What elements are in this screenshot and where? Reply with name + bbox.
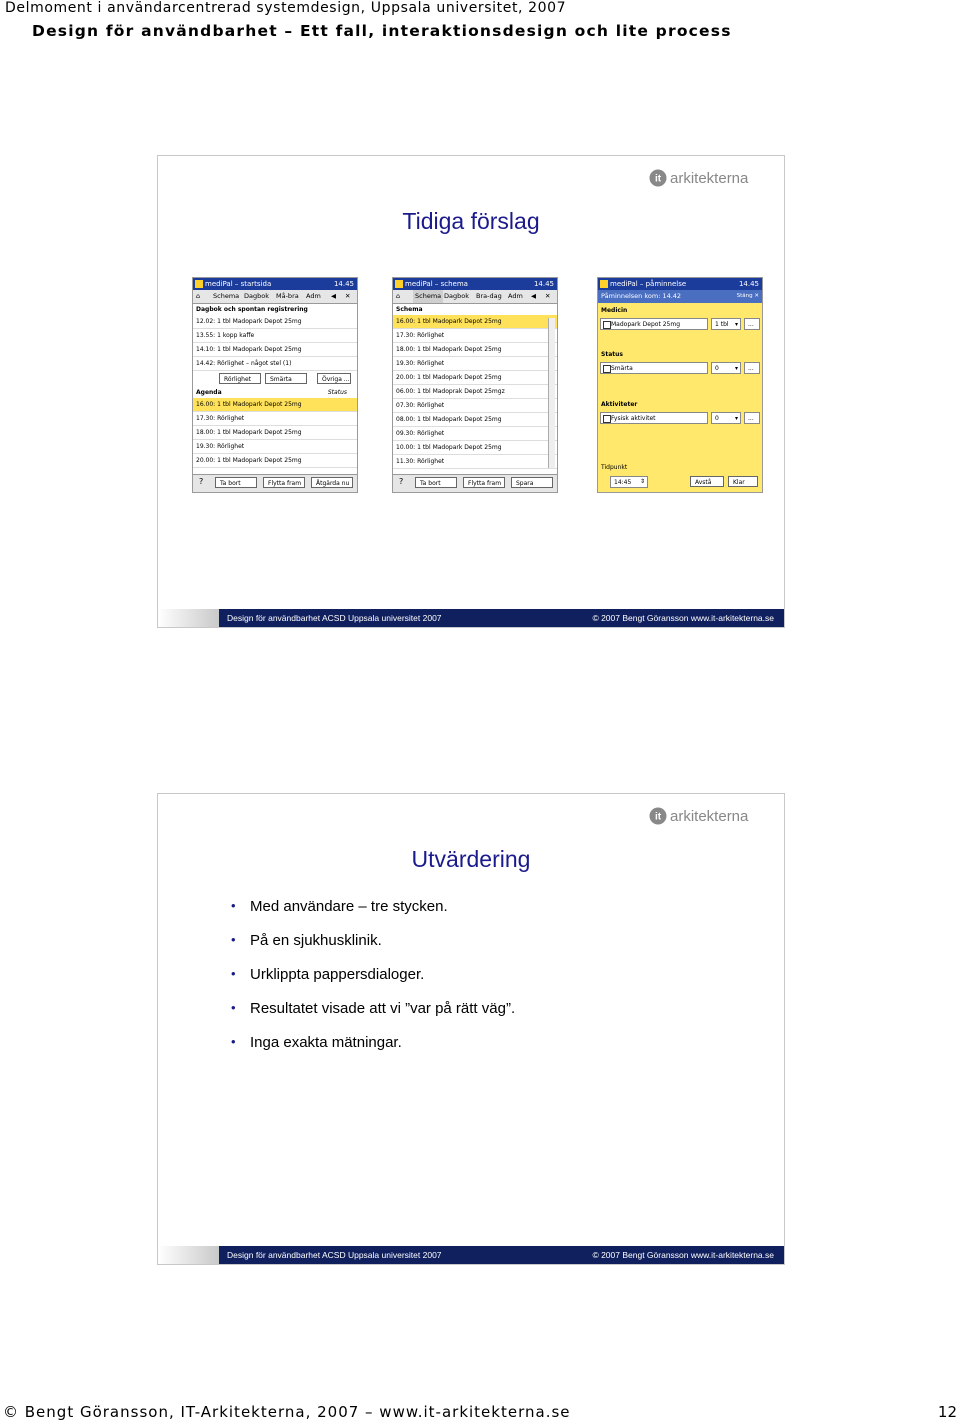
- slide-utvardering: [157, 793, 785, 1265]
- slide-title: Utvärdering: [411, 846, 531, 872]
- slide-footer: Design för användbarhet ACSD Uppsala universitet 2007 © 2007 Bengt Göransson www.it-arkitekterna.se: [158, 1246, 784, 1264]
- dropdown-arrow-icon: ▾: [734, 365, 738, 372]
- slide-tidiga-forslag: [157, 155, 785, 628]
- screenshot-paminnelse: mediPal – påminnelse 14.45 Påminnelsen kom: 14.42 Stäng ✕ Medicin Madopark Depot 25mg 1 tbl ▾ ... Status Smärta 0 ▾ ... Aktiviteter Fysisk aktivitet 0 ▾ ... Tidpunkt 14:45 ⇕ Avstå Klar: [597, 277, 763, 493]
- pda-title-bar: mediPal – schema 14.45: [393, 278, 557, 290]
- slide-title: Tidiga förslag: [402, 208, 540, 234]
- windows-flag-icon: [395, 280, 403, 288]
- svg-text:it: it: [654, 811, 662, 823]
- bullet-item: • På en sjukhusklinik.: [228, 932, 515, 966]
- home-icon: ⌂: [396, 292, 401, 300]
- pda-bottom-bar: ? Ta bort Flytta fram Spara: [393, 474, 557, 492]
- pda-title-bar: mediPal – startsida 14.45: [193, 278, 357, 290]
- help-icon: ?: [199, 477, 204, 486]
- svg-text:arkitekterna: arkitekterna: [670, 808, 749, 825]
- svg-text:it: it: [654, 173, 662, 185]
- screenshot-startsida: mediPal – startsida 14.45 ⌂ Schema Dagbok Må-bra Adm ◀ ✕ Dagbok och spontan registrering 12.02: 1 tbl Madopark Depot 25mg 13.55: 1 kopp kaffe 14.10: 1 tbl Madopark Depot 25mg 14.42: Rörlighet – något stel (1) Rörlighet Smärta Övriga ... Agenda Status 16.00: 1 tbl Madopark Depot 25mg 17.30: Rörlighet 18.00: 1 tbl Madopark Depot 25mg 19.30: Rörlighet 20.00: 1 tbl Madopark Depot 25mg ? Ta bort Flytta fram Åtgärda nu: [192, 277, 358, 493]
- bullet-item: • Inga exakta mätningar.: [228, 1034, 515, 1068]
- bullet-list: [228, 898, 515, 1068]
- screenshot-schema: mediPal – schema 14.45 ⌂ Schema Dagbok Bra-dag Adm ◀ ✕ Schema 16.00: 1 tbl Madopark Depot 25mg 17.30: Rörlighet 18.00: 1 tbl Madopark Depot 25mg 19.30: Rörlighet 20.00: 1 tbl Madopark Depot 25mg 06.00: 1 tbl Madoprak Depot 25mgz 07.30: Rörlighet 08.00: 1 tbl Madopark Depot 25mg 09.30: Rörlighet 10.00: 1 tbl Madopark Depot 25mg 11.30: Rörlighet ? Ta bort Flytta fram Spara: [392, 277, 558, 493]
- svg-text:arkitekterna: arkitekterna: [670, 170, 749, 187]
- home-icon: ⌂: [196, 292, 201, 300]
- spinner-arrows-icon: ⇕: [639, 478, 645, 485]
- speaker-icon: ◀: [531, 292, 536, 300]
- it-arkitekterna-logo: [649, 166, 774, 190]
- help-icon: ?: [399, 477, 404, 486]
- it-arkitekterna-logo: [649, 804, 774, 828]
- pda-menu-bar: ⌂ Schema Dagbok Bra-dag Adm ◀ ✕: [393, 290, 557, 304]
- document-lecture-title: Design för användbarhet – Ett fall, interaktionsdesign och lite process: [32, 22, 732, 40]
- close-icon: ✕: [545, 292, 551, 300]
- pda-title-bar: mediPal – påminnelse 14.45: [598, 278, 762, 290]
- slide-footer: Design för användbarhet ACSD Uppsala universitet 2007 © 2007 Bengt Göransson www.it-arkitekterna.se: [158, 609, 784, 627]
- pda-menu-bar: ⌂ Schema Dagbok Må-bra Adm ◀ ✕: [193, 290, 357, 304]
- document-course-header: Delmoment i användarcentrerad systemdesign, Uppsala universitet, 2007: [5, 0, 567, 16]
- dropdown-arrow-icon: ▾: [734, 321, 738, 328]
- windows-flag-icon: [195, 280, 203, 288]
- dropdown-arrow-icon: ▾: [734, 415, 738, 422]
- bullet-item: • Med användare – tre stycken.: [228, 898, 515, 932]
- scrollbar: [548, 318, 555, 468]
- bullet-item: • Resultatet visade att vi ”var på rätt väg”.: [228, 1000, 515, 1034]
- close-icon: ✕: [345, 292, 351, 300]
- document-footer: © Bengt Göransson, IT-Arkitekterna, 2007 – www.it-arkitekterna.se: [3, 1403, 571, 1421]
- speaker-icon: ◀: [331, 292, 336, 300]
- windows-flag-icon: [600, 280, 608, 288]
- bullet-item: • Urklippta pappersdialoger.: [228, 966, 515, 1000]
- page-number: 12: [937, 1403, 957, 1421]
- pda-bottom-bar: ? Ta bort Flytta fram Åtgärda nu: [193, 474, 357, 492]
